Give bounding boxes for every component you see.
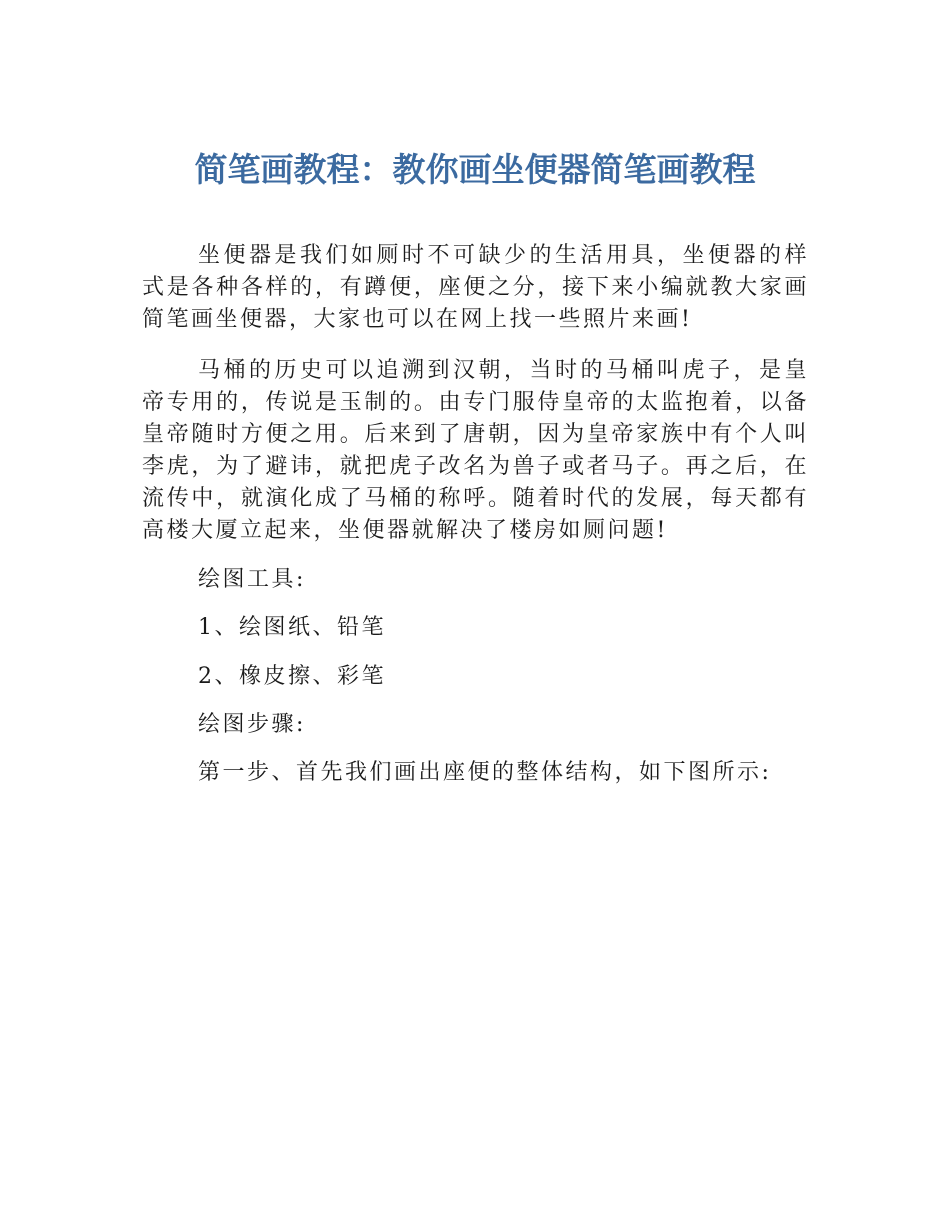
paragraph-history: 马桶的历史可以追溯到汉朝，当时的马桶叫虎子，是皇帝专用的，传说是玉制的。由专门服侍皇帝的太监抱着，以备皇帝随时方便之用。后来到了唐朝，因为皇帝家族中有个人叫李虎，为了避讳，就把虎子改名为兽子或者马子。再之后，在流传中，就演化成了马桶的称呼。随着时代的发展，每天都有高楼大厦立起来，坐便器就解决了楼房如厕问题! [142, 358, 809, 543]
history-paragraph-block [142, 355, 809, 547]
tools-heading: 绘图工具: [198, 567, 306, 592]
tool-item-2: 2、橡皮擦、彩笔 [198, 664, 386, 689]
steps-heading: 绘图步骤: [198, 712, 306, 737]
tool-item-1: 1、绘图纸、铅笔 [198, 615, 386, 640]
paragraph-intro: 坐便器是我们如厕时不可缺少的生活用具，坐便器的样式是各种各样的，有蹲便，座便之分，接下来小编就教大家画简笔画坐便器，大家也可以在网上找一些照片来画! [142, 243, 809, 332]
page-title: 简笔画教程：教你画坐便器简笔画教程 [194, 150, 756, 189]
step-1-text: 第一步、首先我们画出座便的整体结构，如下图所示: [198, 760, 772, 785]
intro-paragraph-block [142, 240, 809, 336]
